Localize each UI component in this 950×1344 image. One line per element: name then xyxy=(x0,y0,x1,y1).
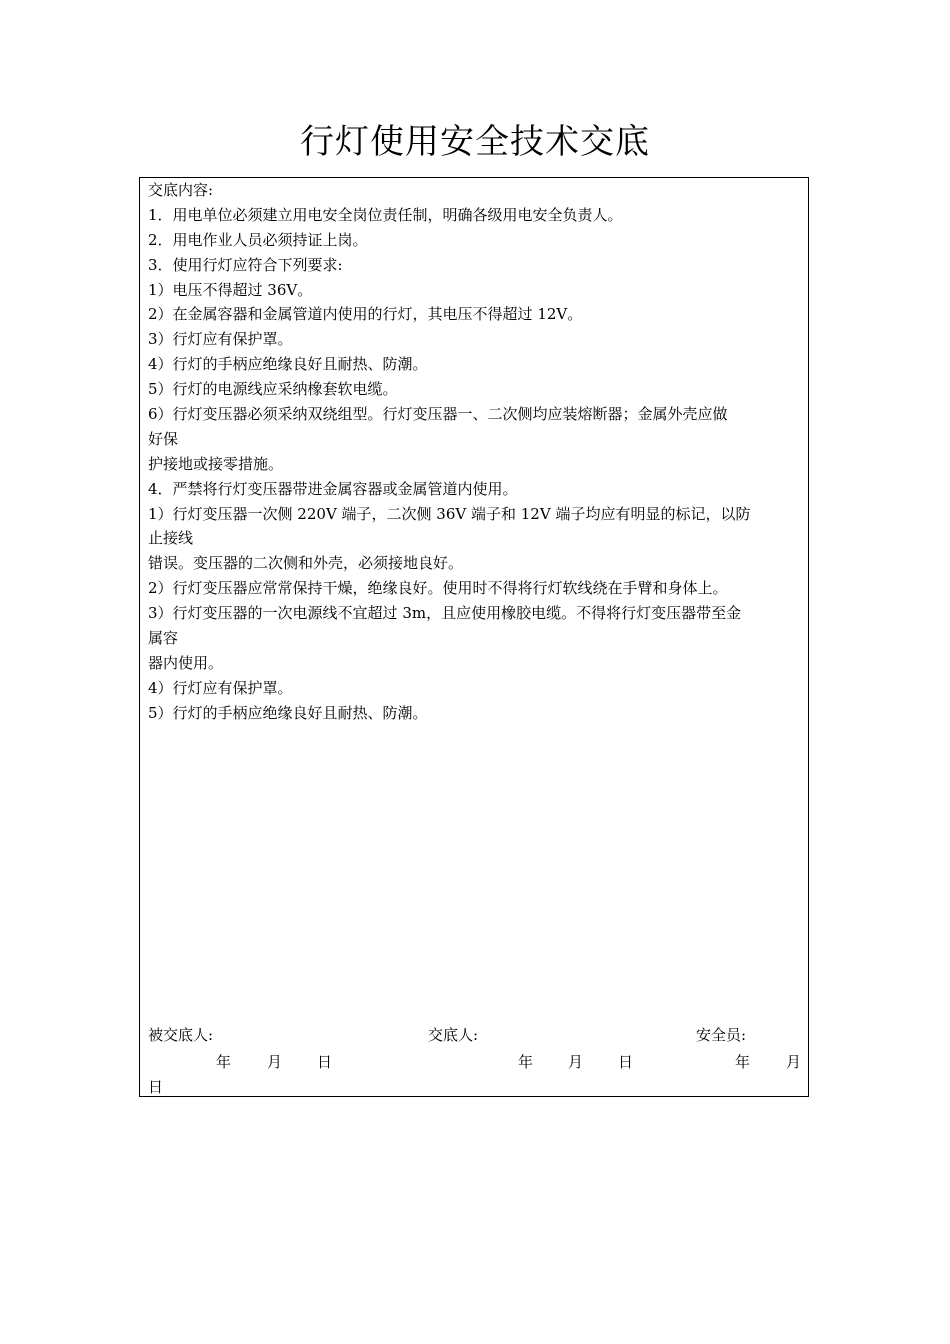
discloser-year: 年 xyxy=(518,1053,534,1071)
recipient-day: 日 xyxy=(317,1053,333,1071)
recipient-year: 年 xyxy=(216,1053,232,1071)
content-line: 2）行灯变压器应常常保持干燥，绝缘良好。使用时不得将行灯软线绕在手臂和身体上。 xyxy=(148,579,728,598)
recipient-label: 被交底人: xyxy=(148,1026,214,1044)
content-line: 4）行灯的手柄应绝缘良好且耐热、防潮。 xyxy=(148,355,428,374)
discloser-day: 日 xyxy=(618,1053,634,1071)
safety-year: 年 xyxy=(735,1053,751,1071)
content-line: 止接线 xyxy=(148,529,194,548)
content-line: 3．使用行灯应符合下列要求: xyxy=(148,255,343,274)
safety-month: 月 xyxy=(786,1053,802,1071)
recipient-month: 月 xyxy=(267,1053,283,1071)
content-line: 2）在金属容器和金属管道内使用的行灯，其电压不得超过 12V。 xyxy=(148,305,583,324)
safety-officer-label: 安全员: xyxy=(696,1026,747,1044)
content-line: 2．用电作业人员必须持证上岗。 xyxy=(148,230,368,249)
content-line: 1）行灯变压器一次侧 220V 端子，二次侧 36V 端子和 12V 端子均应有明显的标记，以防 xyxy=(148,504,751,523)
content-line: 5）行灯的电源线应采纳橡套软电缆。 xyxy=(148,380,398,399)
content-line: 4）行灯应有保护罩。 xyxy=(148,678,293,697)
disclosure-content xyxy=(148,178,803,726)
content-line: 4．严禁将行灯变压器带进金属容器或金属管道内使用。 xyxy=(148,479,518,498)
safety-day: 日 xyxy=(148,1078,164,1096)
content-line: 交底内容: xyxy=(148,181,214,199)
content-line: 5）行灯的手柄应绝缘良好且耐热、防潮。 xyxy=(148,703,428,722)
content-line: 器内使用。 xyxy=(148,653,224,672)
content-line: 护接地或接零措施。 xyxy=(148,454,284,473)
content-line: 6）行灯变压器必须采纳双绕组型。行灯变压器一、二次侧均应装熔断器；金属外壳应做 xyxy=(148,405,728,424)
discloser-month: 月 xyxy=(568,1053,584,1071)
document-title: 行灯使用安全技术交底 xyxy=(300,122,650,162)
content-line: 1）电压不得超过 36V。 xyxy=(148,280,313,299)
content-line: 3）行灯应有保护罩。 xyxy=(148,330,293,349)
content-line: 错误。变压器的二次侧和外壳，必须接地良好。 xyxy=(148,554,464,573)
content-line: 1．用电单位必须建立用电安全岗位责任制，明确各级用电安全负责人。 xyxy=(148,205,623,224)
content-line: 属容 xyxy=(148,629,179,648)
discloser-label: 交底人: xyxy=(428,1026,479,1044)
content-line: 好保 xyxy=(148,429,179,448)
content-line: 3）行灯变压器的一次电源线不宜超过 3m，且应使用橡胶电缆。不得将行灯变压器带至金 xyxy=(148,604,742,623)
